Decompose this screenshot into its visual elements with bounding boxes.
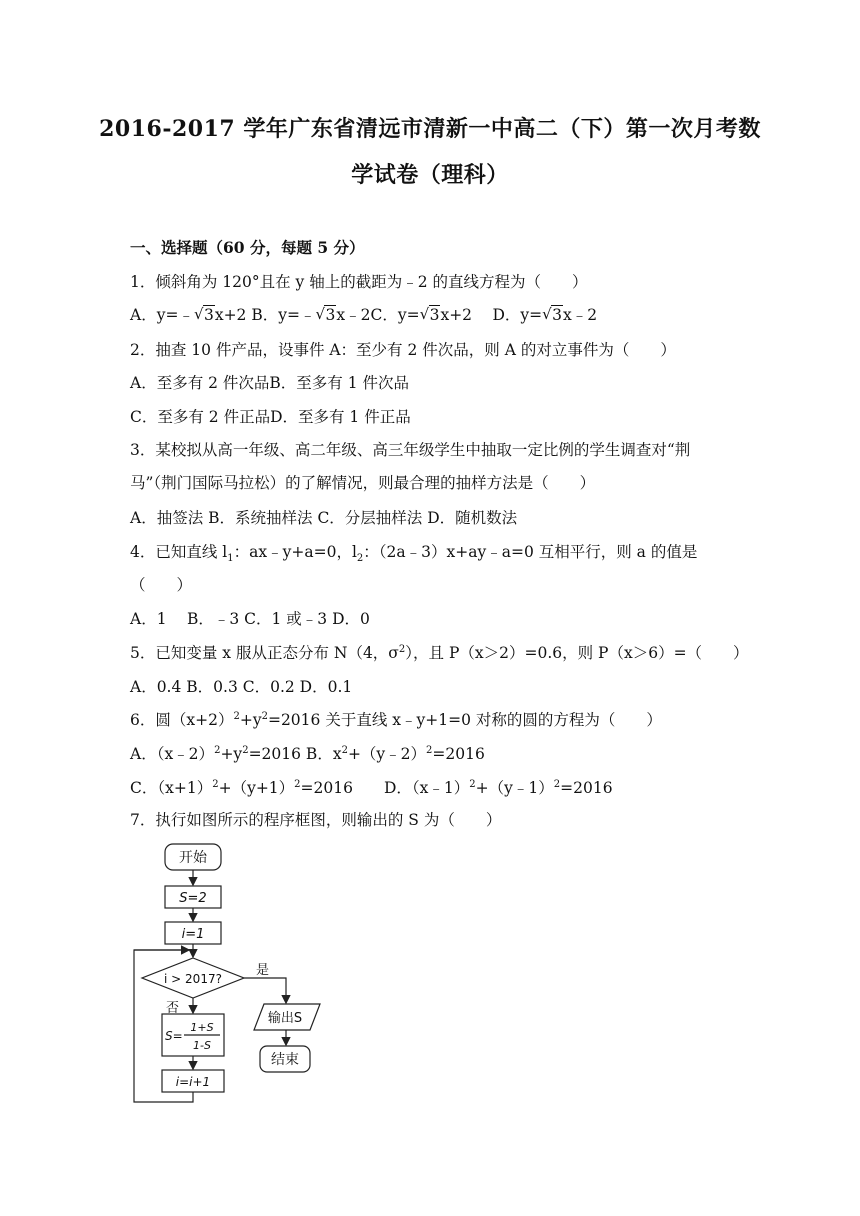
question-1-options: A．y=﹣√ 3x+2 B．y=﹣√ 3x﹣2C．y=√ 3x+2 D．y=√ 3x﹣2 bbox=[130, 303, 597, 325]
flow-init-s-label: S=2 bbox=[179, 891, 207, 906]
question-3-options: A．抽签法 B．系统抽样法 C．分层抽样法 D．随机数法 bbox=[130, 509, 518, 527]
question-4-options: A．1 B．﹣3 C．1 或﹣3 D．0 bbox=[130, 610, 370, 628]
question-1-stem: 1．倾斜角为 120°且在 y 轴上的截距为﹣2 的直线方程为（ ） bbox=[130, 273, 588, 291]
question-4-stem: 4．已知直线 $l_1$：ax﹣y+a=0，$l_2$：（2a﹣3）x+ay﹣a=0 互相平行，则 a 的值是 bbox=[130, 543, 698, 565]
question-5-stem: 5．已知变量 x 服从正态分布 N（4，$\sigma^2$），且 P（x＞2）=0.6，则 P（x＞6）=（ ） bbox=[130, 643, 749, 662]
flow-update-s-lhs: S= bbox=[165, 1029, 183, 1043]
question-6-options-ab: A．$(x﹣2)^2+y^2=2016$ B．$x^2+(y﹣2)^2=2016$ bbox=[130, 744, 485, 763]
flow-update-i-label: i=i+1 bbox=[175, 1075, 211, 1089]
question-4-stem-line-2: （ ） bbox=[130, 576, 193, 594]
flow-start-label: 开始 bbox=[179, 850, 207, 866]
flow-update-s-numerator: 1+S bbox=[190, 1021, 214, 1034]
flow-update-s-denominator: 1-S bbox=[193, 1039, 211, 1052]
question-3-stem-line-1: 3．某校拟从高一年级、高二年级、高三年级学生中抽取一定比例的学生调查对“荆 bbox=[130, 441, 691, 459]
flow-condition-label: i > 2017? bbox=[164, 972, 222, 986]
flow-init-i-label: i=1 bbox=[181, 927, 205, 942]
sqrt-symbol: √ 3 bbox=[542, 306, 563, 324]
question-7-stem: 7．执行如图所示的程序框图，则输出的 S 为（ ） bbox=[130, 811, 502, 829]
flow-no-label: 否 bbox=[166, 1001, 180, 1016]
sqrt-symbol: √ 3 bbox=[194, 306, 215, 324]
sqrt-symbol: √ 3 bbox=[420, 306, 441, 324]
flow-output-label: 输出S bbox=[267, 1011, 303, 1026]
question-5-options: A．0.4 B．0.3 C．0.2 D．0.1 bbox=[130, 678, 353, 696]
question-6-stem: 6．圆$(x+2)^2+y^2=2016$ 关于直线 x﹣y+1=0 对称的圆的方程为（ ） bbox=[130, 710, 662, 729]
page-title-line-1: 2016-2017 学年广东省清远市清新一中高二（下）第一次月考数 bbox=[99, 116, 761, 142]
section-heading: 一、选择题（60 分，每题 5 分） bbox=[130, 238, 365, 257]
question-2-options-ab: A．至多有 2 件次品B．至多有 1 件次品 bbox=[130, 374, 410, 392]
question-3-stem-line-2: 马”（荆门国际马拉松）的了解情况，则最合理的抽样方法是（ ） bbox=[130, 474, 596, 492]
question-2-options-cd: C．至多有 2 件正品D．至多有 1 件正品 bbox=[130, 408, 411, 426]
question-6-options-cd: C．$(x+1)^2+(y+1)^2=2016$ D．（x﹣1）$^2$+（y﹣1）$^2$=2016 bbox=[130, 778, 613, 797]
flowchart bbox=[130, 838, 330, 1110]
question-2-stem: 2．抽查 10 件产品，设事件 A：至少有 2 件次品，则 A 的对立事件为（ ） bbox=[130, 341, 676, 359]
page-title-line-2: 学试卷（理科） bbox=[351, 162, 509, 188]
flow-end-label: 结束 bbox=[271, 1052, 299, 1068]
flow-yes-label: 是 bbox=[256, 963, 270, 978]
sqrt-symbol: √ 3 bbox=[315, 306, 336, 324]
